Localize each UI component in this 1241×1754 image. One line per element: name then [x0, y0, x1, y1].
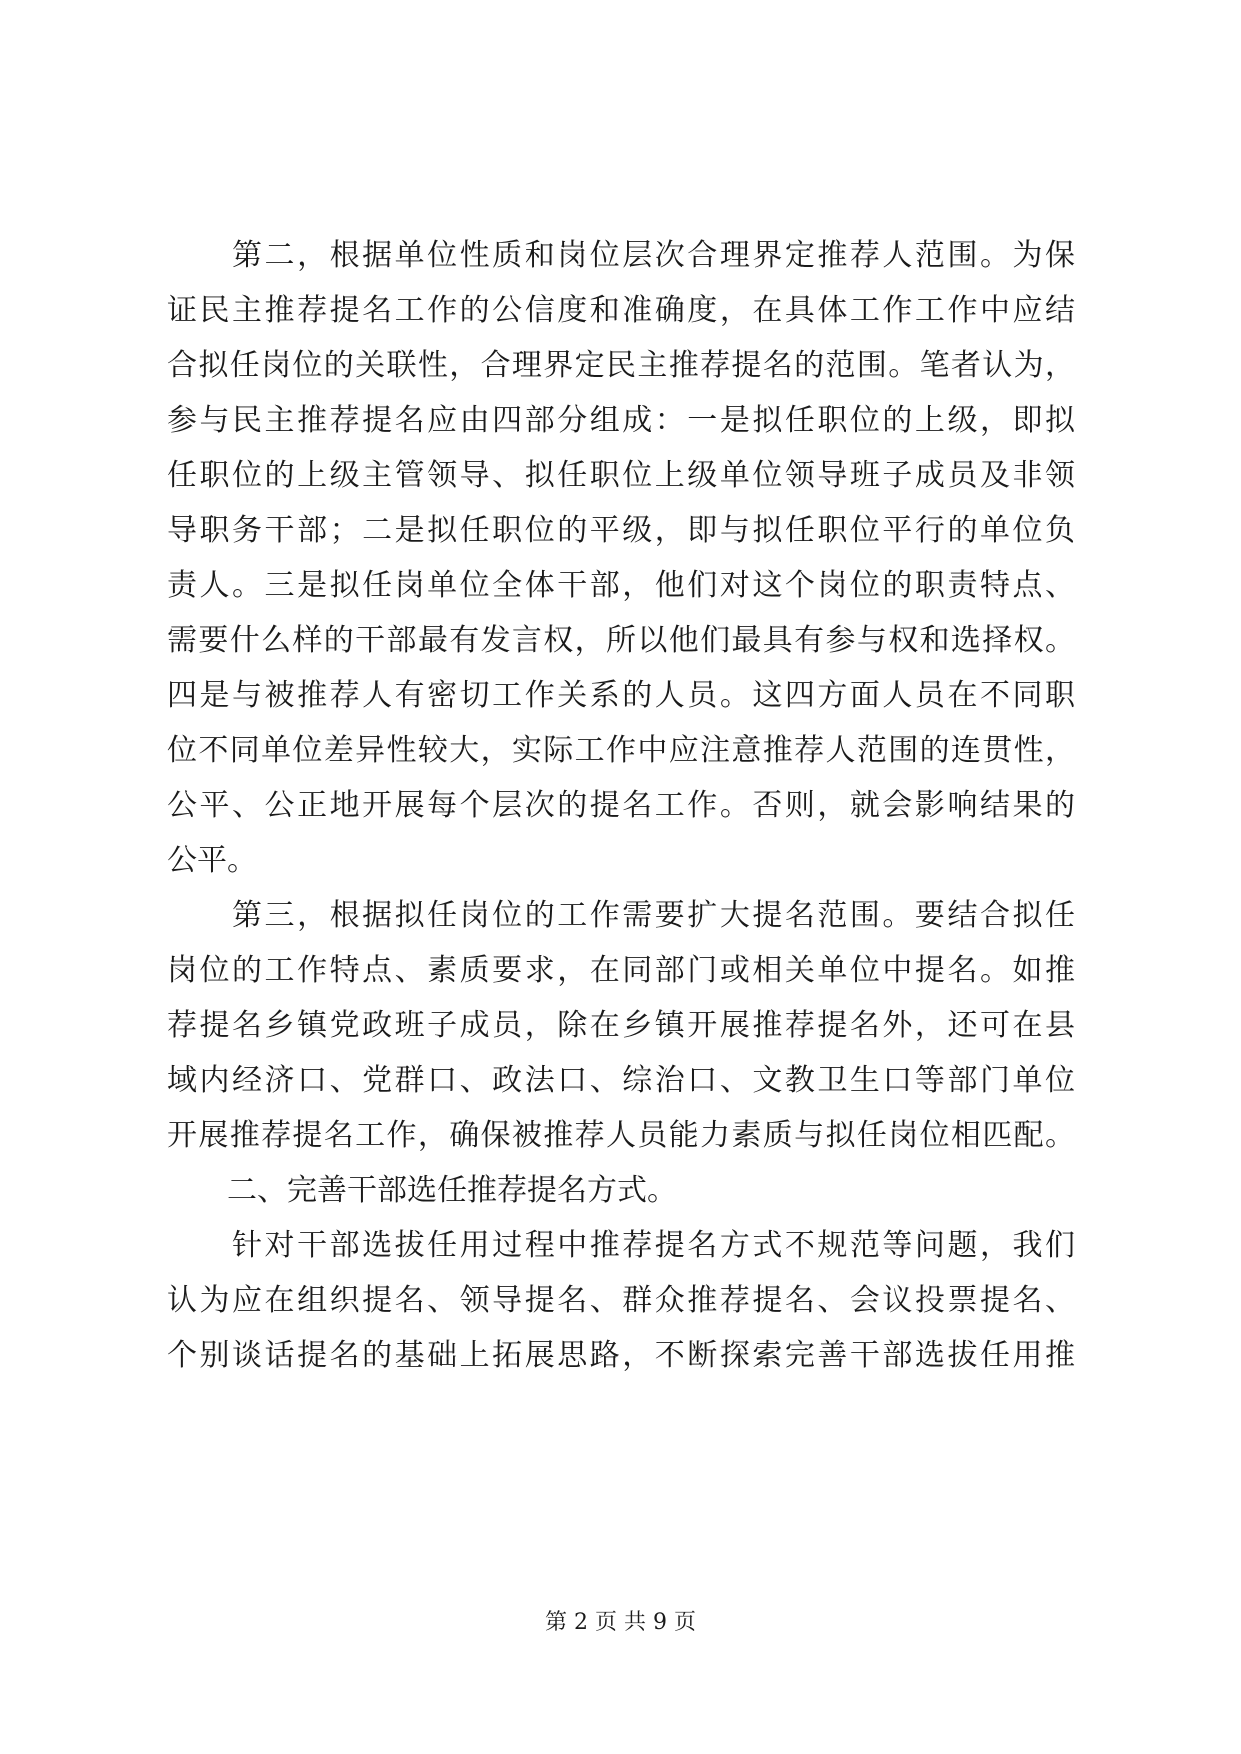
- text-line: 合拟任岗位的关联性，合理界定民主推荐提名的范围。笔者认为，: [167, 348, 1075, 383]
- text-line: 任职位的上级主管领导、拟任职位上级单位领导班子成员及非领: [167, 458, 1075, 493]
- text-line: 公平、公正地开展每个层次的提名工作。否则，就会影响结果的: [167, 788, 1075, 823]
- text-line: 荐提名乡镇党政班子成员，除在乡镇开展推荐提名外，还可在县: [167, 1008, 1075, 1043]
- page-footer: 第 2 页 共 9 页: [545, 1610, 696, 1635]
- text-line: 公平。: [167, 843, 257, 878]
- text-line: 第三，根据拟任岗位的工作需要扩大提名范围。要结合拟任: [167, 898, 1075, 933]
- text-line: 参与民主推荐提名应由四部分组成：一是拟任职位的上级，即拟: [167, 403, 1075, 438]
- text-line: 证民主推荐提名工作的公信度和准确度，在具体工作工作中应结: [167, 293, 1075, 328]
- text-line: 域内经济口、党群口、政法口、综治口、文教卫生口等部门单位: [167, 1063, 1075, 1098]
- body-text: [167, 228, 1075, 1383]
- text-line: 导职务干部；二是拟任职位的平级，即与拟任职位平行的单位负: [167, 513, 1075, 548]
- text-line: 需要什么样的干部最有发言权，所以他们最具有参与权和选择权。: [167, 623, 1075, 658]
- text-line: 位不同单位差异性较大，实际工作中应注意推荐人范围的连贯性，: [167, 733, 1075, 768]
- text-line: 认为应在组织提名、领导提名、群众推荐提名、会议投票提名、: [167, 1283, 1075, 1318]
- text-line: 二、完善干部选任推荐提名方式。: [167, 1173, 677, 1208]
- text-line: 个别谈话提名的基础上拓展思路，不断探索完善干部选拔任用推: [167, 1338, 1075, 1373]
- text-line: 岗位的工作特点、素质要求，在同部门或相关单位中提名。如推: [167, 953, 1075, 988]
- text-line: 责人。三是拟任岗单位全体干部，他们对这个岗位的职责特点、: [167, 568, 1075, 603]
- text-line: 开展推荐提名工作，确保被推荐人员能力素质与拟任岗位相匹配。: [167, 1118, 1075, 1153]
- text-line: 四是与被推荐人有密切工作关系的人员。这四方面人员在不同职: [167, 678, 1075, 713]
- text-line: 针对干部选拔任用过程中推荐提名方式不规范等问题，我们: [167, 1228, 1075, 1263]
- text-line: 第二，根据单位性质和岗位层次合理界定推荐人范围。为保: [167, 238, 1075, 273]
